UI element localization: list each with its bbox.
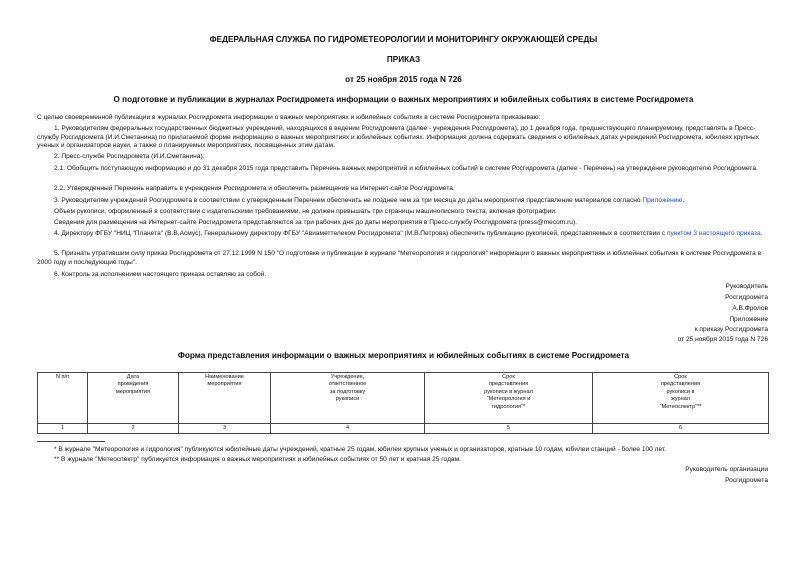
paragraph-3-volume: Объем рукописи, оформленный в соответствии с издательскими требованиями, не должен превышать три страницы машинописного текста, включая фотографии. [54,208,557,215]
paragraph-6: 6. Контроль за исполнением настоящего приказа оставляю за собой. [54,271,267,278]
header-cell-date: Дата проведения мероприятия [88,373,179,424]
paragraph-1: 1. Руководителям федеральных государственных бюджетных учреждений, находящихся в ведении Росгидромета (далее - учреждения Росгидромета), до 1 декабря года, предшествующего планируемому, представлять в Пресс-службу Росгидромета (И.И.Сметанина) по прилагаемой форме информацию о важных мероприятиях и юбилейных событиях. Информация должна содержать сведения о юбилейных датах учреждений Росгидромета, юбилеях крупных ученых и организаторов науки, а также о планируемых мероприятиях, посвященных этим датам. [37,125,759,150]
column-number: 3 [179,424,271,434]
footnote-1: * В журнале "Метеорология и гидрология" публикуются юбилейные даты учреждений, кратные 25 годам, юбилеи крупных ученых и организаторов, кратные 10 годам, юбилеи станций - более 100 лет. [54,446,667,453]
signature-position: Руководитель [725,283,768,290]
header-cell-number: N п/п [38,373,88,424]
header-cell-deadline-meteorology: Срок представления рукописи в журнал "Метеорология и гидрология"* [425,373,593,424]
footnote-2: ** В журнале "Метеоспектр" публикуется информация о важных мероприятиях и юбилейных событиях от 50 лет и кратная 25 годам. [54,456,461,463]
signature-name: А.В.Фролов [732,305,768,312]
form-table [37,372,769,434]
agency-name: ФЕДЕРАЛЬНАЯ СЛУЖБА ПО ГИДРОМЕТЕОРОЛОГИИ И МОНИТОРИНГУ ОКРУЖАЮЩЕЙ СРЕДЫ [209,35,598,44]
closing-organization: Росгидромета [725,477,768,484]
clause-3-link[interactable]: пунктом 3 настоящего приказа [666,230,761,237]
column-number: 2 [88,424,179,434]
paragraph-2-1: 2.1. Обобщить поступающую информацию и до 31 декабря 2015 года представить Перечень важных мероприятий и юбилейных событий в системе Росгидромета (далее - Перечень) на утверждение руководителю Росгидромета. [54,165,758,172]
column-number: 6 [593,424,769,434]
column-number: 1 [38,424,88,434]
paragraph-3: 3. Руководителям учреждений Росгидромета в соответствии с утвержденным Перечнем обеспечить не позднее чем за три месяца до даты мероприятия представление материалов согласно Приложению. [54,197,685,204]
closing-position: Руководитель организации [685,466,768,473]
paragraph-4: 4. Директору ФГБУ "НИЦ "Планета" (В.В.Асмус), Генеральному директору ФГБУ "Авиаметтелеком Росгидромета" (М.В.Петрова) обеспечить публикацию рукописей, представляемых в соответствии с пунктом 3 настоящего приказа. [54,230,763,237]
intro-paragraph: С целью своевременной публикации в журналах Росгидромета информации о важных мероприятиях и юбилейных событиях в системе Росгидромета приказываю: [37,114,541,121]
appendix-link[interactable]: Приложению [642,197,683,204]
column-number: 4 [271,424,425,434]
table-header-row [38,373,769,424]
paragraph-5: 5. Признать утратившим силу приказ Росгидромета от 27.12.1999 N 150 "О подготовке и публикации в журнале "Метеорология и гидрология" информации о важных мероприятиях и юбилейных событиях в системе Росгидромета в 2000 году и последующие годы". [37,250,762,266]
signature-organization: Росгидромета [725,294,768,301]
document-type: ПРИКАЗ [386,55,421,64]
footnote-divider [37,441,105,442]
column-number: 5 [425,424,593,434]
header-cell-institution: Учреждение, ответственное за подготовку рукописи [271,373,425,424]
paragraph-2-2: 2.2. Утвержденный Перечень направить в учреждения Росгидромета и обеспечить размещение на Интернет-сайте Росгидромета. [54,185,455,192]
appendix-reference: к приказу Росгидромета [694,326,768,333]
paragraph-3-info: Сведения для размещения на Интернет-сайте Росгидромета представляются за три рабочих дня до даты мероприятия в Пресс-службу Росгидромета (press@mecom.ru). [54,219,577,226]
appendix-label: Приложение [729,316,768,323]
form-title: Форма представления информации о важных мероприятиях и юбилейных событиях в системе Росгидромета [177,351,630,360]
header-cell-event-name: Наименование мероприятия [179,373,271,424]
paragraph-2: 2. Пресс-службе Росгидромета (И.И.Сметанина): [54,153,205,160]
document-date-number: от 25 ноября 2015 года N 726 [345,75,462,84]
document-title: О подготовке и публикации в журналах Росгидромета информации о важных мероприятиях и юбилейных событиях в системе Росгидромета [113,95,694,104]
header-cell-deadline-meteospectr: Срок представления рукописи в журнал "Метеоспектр"** [593,373,769,424]
appendix-date: от 25 ноября 2015 года N 726 [677,336,768,343]
table-number-row [38,424,769,434]
